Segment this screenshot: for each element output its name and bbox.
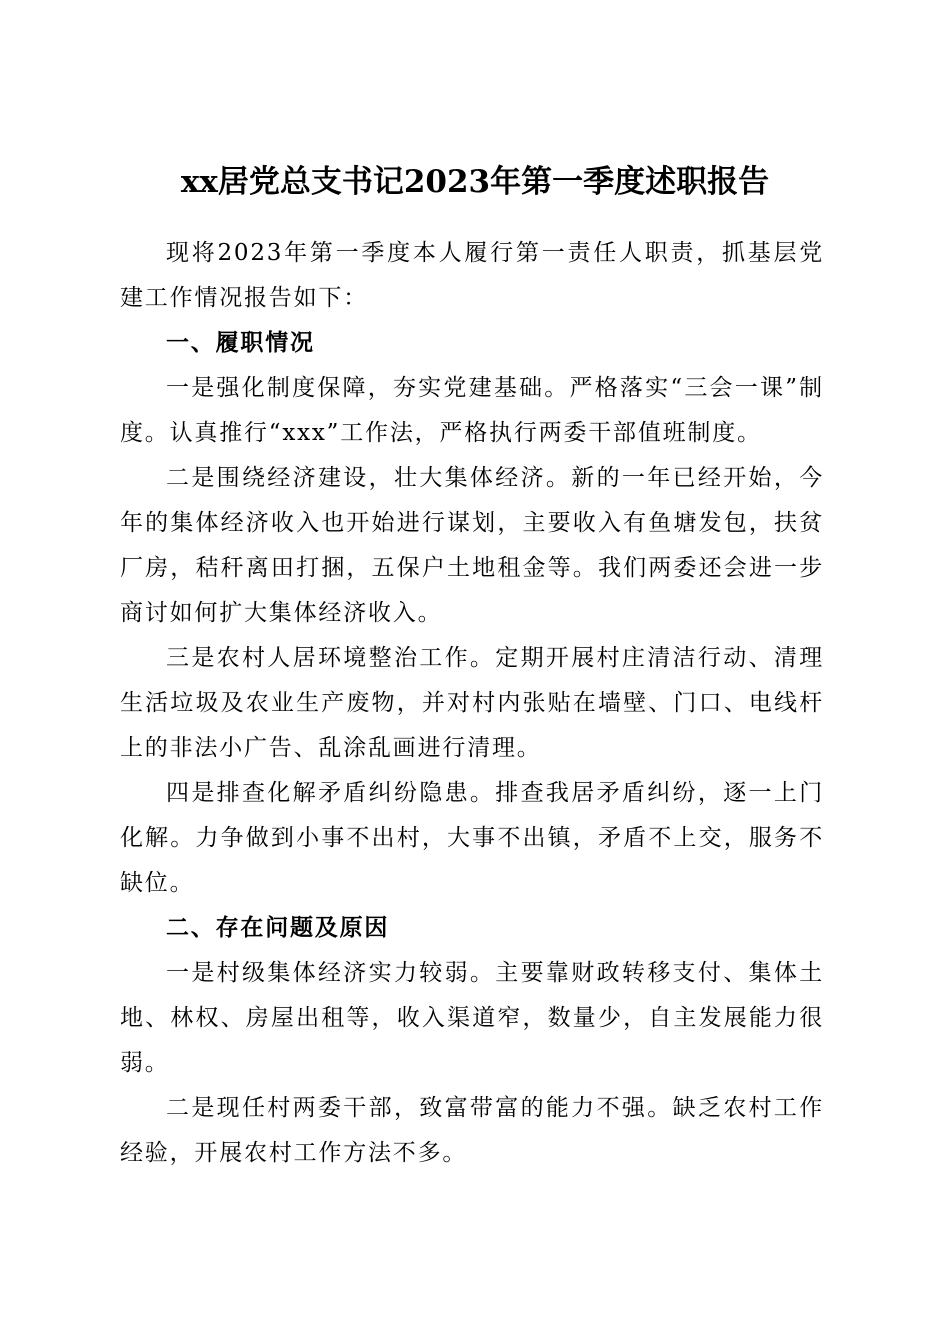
paragraph [120,771,824,906]
paragraph [120,1086,824,1176]
paragraph-lead: 二是围绕经济建设，壮大集体经济。 [166,465,572,491]
paragraph-text: 排查我居矛盾纠纷，逐一上门化解。力争做到小事不出村，大事不出镇，矛盾不上交，服务不缺位。 [120,780,824,896]
document-title: xx居党总支书记2023年第一季度述职报告 [180,163,770,200]
paragraph [120,636,824,771]
intro-paragraph: 现将2023年第一季度本人履行第一责任人职责，抓基层党建工作情况报告如下： [120,240,824,311]
paragraph [120,951,824,1086]
section-heading-problems: 二、存在问题及原因 [166,915,390,941]
paragraph-lead: 四是排查化解矛盾纠纷隐患。 [166,780,496,806]
paragraph-lead: 三是农村人居环境整治工作。 [166,645,496,671]
paragraph [120,366,824,456]
section-heading-performance: 一、履职情况 [166,330,315,356]
paragraph [120,456,824,636]
paragraph-text: 缺乏农村工作经验，开展农村工作方法不多。 [120,1095,824,1166]
paragraph-text: 新的一年已经开始，今年的集体经济收入也开始进行谋划，主要收入有鱼塘发包，扶贫厂房，秸秆离田打捆，五保户土地租金等。我们两委还会进一步商讨如何扩大集体经济收入。 [120,465,824,626]
paragraph-lead: 二是现任村两委干部，致富带富的能力不强。 [166,1095,673,1121]
paragraph-text: 定期开展村庄清洁行动、清理生活垃圾及农业生产废物，并对村内张贴在墙壁、门口、电线杆上的非法小广告、乱涂乱画进行清理。 [120,645,824,761]
paragraph-text: 严格落实“三会一课”制度。认真推行“xxx”工作法，严格执行两委干部值班制度。 [120,375,824,446]
document-body [120,231,824,1176]
paragraph-lead: 一是强化制度保障，夯实党建基础。 [166,375,570,401]
paragraph-text: 主要靠财政转移支付、集体土地、林权、房屋出租等，收入渠道窄，数量少，自主发展能力很弱。 [120,960,824,1076]
paragraph-lead: 一是村级集体经济实力较弱。 [166,960,496,986]
